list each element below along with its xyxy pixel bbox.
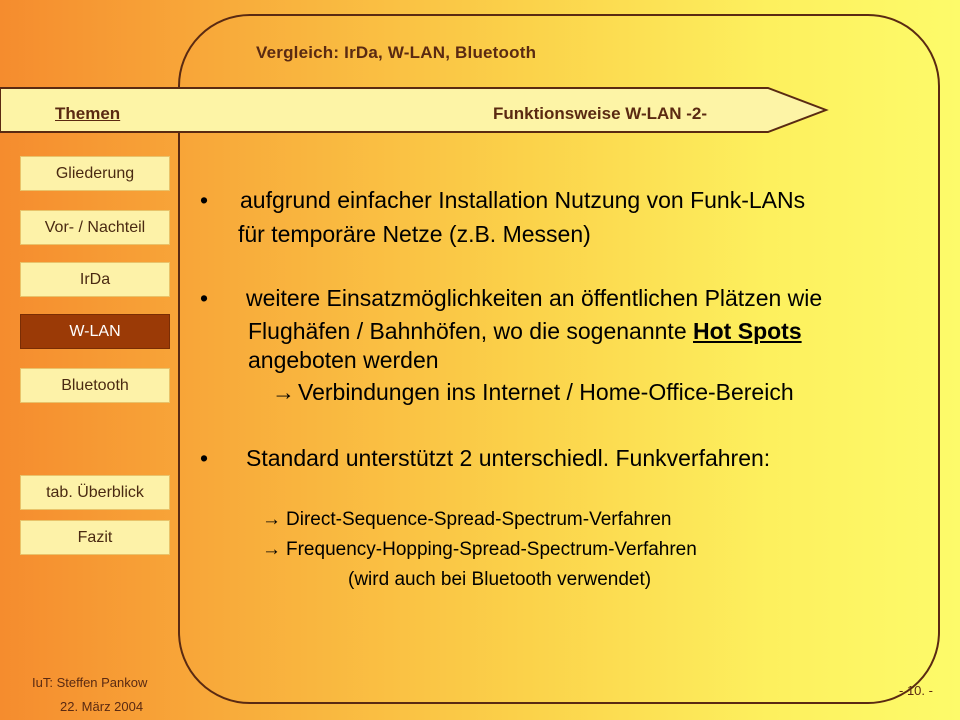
nav-label: IrDa	[79, 270, 111, 288]
nav-vor-nachteil[interactable]	[20, 210, 170, 245]
nav-bluetooth[interactable]	[20, 368, 170, 403]
nav-label: Gliederung	[55, 164, 135, 182]
arrow-icon: →	[262, 509, 281, 530]
bullet-glyph: •	[200, 285, 209, 311]
bullet-1-line-2: für temporäre Netze (z.B. Messen)	[238, 221, 591, 247]
arrow-icon: →	[262, 539, 281, 560]
bullet-2-line-2-text: Flughäfen / Bahnhöfen, wo die sogenannte	[248, 318, 694, 344]
nav-label: Fazit	[77, 528, 113, 546]
nav-label: W-LAN	[69, 322, 121, 340]
footer-author: IuT: Steffen Pankow	[32, 675, 148, 690]
nav-label: Vor- / Nachteil	[44, 218, 146, 236]
nav-label: tab. Überblick	[46, 483, 144, 501]
nav-fazit[interactable]	[20, 520, 170, 555]
nav-w-lan[interactable]	[20, 314, 170, 349]
section-title: Funktionsweise W-LAN -2-	[493, 104, 708, 123]
nav-gliederung[interactable]	[20, 156, 170, 191]
bullet-2-line-2	[248, 318, 802, 345]
bullet-glyph: •	[200, 187, 209, 213]
bullet-2-line-3: angeboten werden	[248, 347, 439, 373]
nav-tab-ueberblick[interactable]	[20, 475, 170, 510]
bullet-glyph: •	[200, 445, 209, 471]
bullet-2-line-1: weitere Einsatzmöglichkeiten an öffentlichen Plätzen wie	[246, 285, 823, 311]
bullet-2-line-4: Verbindungen ins Internet / Home-Office-Bereich	[298, 379, 794, 405]
bullet-1-line-1: aufgrund einfacher Installation Nutzung von Funk-LANs	[240, 187, 806, 213]
sub-item-3: (wird auch bei Bluetooth verwendet)	[348, 569, 652, 590]
arrow-icon: →	[272, 379, 295, 405]
sub-item-1: Direct-Sequence-Spread-Spectrum-Verfahren	[286, 509, 672, 530]
presentation-title: Vergleich: IrDa, W-LAN, Bluetooth	[256, 43, 537, 62]
themen-link[interactable]: Themen	[55, 104, 121, 123]
hot-spots-link[interactable]: Hot Spots	[693, 318, 802, 344]
nav-irda[interactable]	[20, 262, 170, 297]
nav-label: Bluetooth	[61, 376, 129, 394]
page-number: - 10. -	[899, 683, 933, 698]
sub-item-2: Frequency-Hopping-Spread-Spectrum-Verfahren	[286, 539, 697, 560]
footer-date: 22. März 2004	[60, 699, 144, 714]
bullet-3-line-1: Standard unterstützt 2 unterschiedl. Funkverfahren:	[246, 445, 771, 471]
